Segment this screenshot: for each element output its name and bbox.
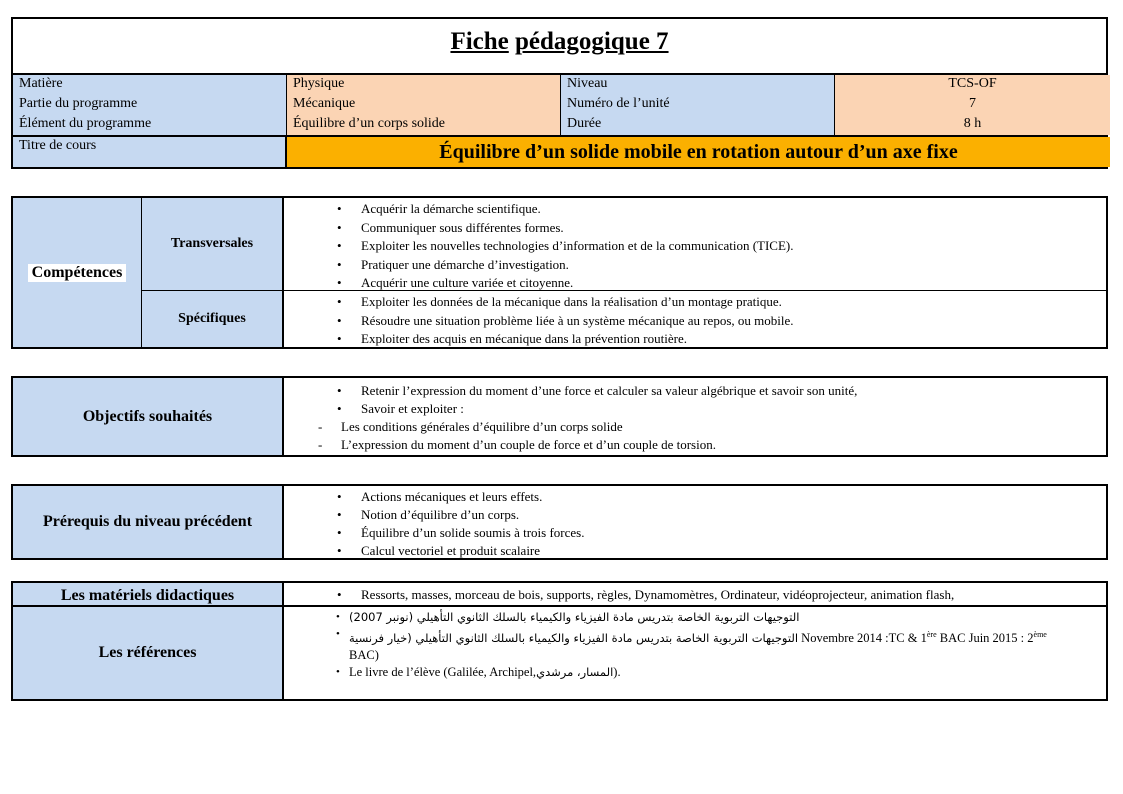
list-item: • Exploiter des acquis en mécanique dans la prévention routière. bbox=[284, 330, 1106, 349]
prerequis-section bbox=[11, 484, 1108, 560]
value-element: Équilibre d’un corps solide bbox=[287, 115, 561, 135]
info-row-element bbox=[13, 115, 1106, 137]
prerequis-list bbox=[284, 488, 1106, 560]
list-item: • Actions mécaniques et leurs effets. bbox=[284, 488, 1106, 506]
value-duree: 8 h bbox=[835, 115, 1110, 135]
list-item: • Résoudre une situation problème liée à un système mécanique au repos, ou mobile. bbox=[284, 312, 1106, 331]
specifiques-label: Spécifiques bbox=[178, 311, 246, 326]
list-item: • Équilibre d’un solide soumis à trois forces. bbox=[284, 524, 1106, 542]
prerequis-label: Prérequis du niveau précédent bbox=[13, 486, 284, 558]
value-niveau: TCS-OF bbox=[835, 75, 1110, 95]
label-niveau: Niveau bbox=[561, 75, 835, 95]
objectifs-list bbox=[284, 382, 1106, 454]
list-item: • Acquérir la démarche scientifique. bbox=[284, 200, 1106, 219]
reference-3-start: Le livre de l’élève (Galilée, Archipel, bbox=[349, 665, 537, 680]
list-item: • Exploiter les données de la mécanique dans la réalisation d’un montage pratique. bbox=[284, 293, 1106, 312]
list-item: • Notion d’équilibre d’un corps. bbox=[284, 506, 1106, 524]
competences-label-cell bbox=[13, 198, 142, 347]
value-matiere: Physique bbox=[287, 75, 561, 95]
objectifs-section bbox=[11, 376, 1108, 457]
reference-1: التوجيهات التربوية الخاصة بتدريس مادة الفيزياء والكيمياء بالسلك الثانوي التأهيلي (نونبر 2007) bbox=[349, 610, 800, 624]
header-table bbox=[11, 17, 1108, 169]
reference-3-end: ). bbox=[613, 665, 621, 680]
materiels-references-section bbox=[11, 581, 1108, 701]
reference-2-mid: BAC Juin 2015 : 2 bbox=[936, 631, 1034, 646]
materiels-label: Les matériels didactiques bbox=[13, 583, 284, 607]
label-element: Élément du programme bbox=[13, 115, 287, 135]
reference-2-ar: التوجيهات التربوية الخاصة بتدريس مادة الفيزياء والكيمياء بالسلك الثانوي التأهيلي (خيار فرنسية bbox=[349, 631, 799, 646]
reference-item bbox=[284, 609, 1106, 626]
value-partie: Mécanique bbox=[287, 95, 561, 115]
competences-right bbox=[284, 198, 1106, 347]
title-part2: pédagogique 7 bbox=[515, 28, 669, 55]
objectifs-right bbox=[284, 378, 1106, 455]
value-unite: 7 bbox=[835, 95, 1110, 115]
list-item: • Savoir et exploiter : bbox=[284, 400, 1106, 418]
references-right bbox=[284, 609, 1106, 681]
list-item: • Pratiquer une démarche d’investigation. bbox=[284, 256, 1106, 275]
page-title bbox=[13, 19, 1106, 75]
transversales-list bbox=[284, 200, 1106, 293]
reference-2-sup1: ère bbox=[926, 630, 937, 639]
prerequis-right bbox=[284, 486, 1106, 558]
title-part1: Fiche bbox=[450, 28, 509, 55]
reference-item bbox=[284, 647, 1106, 664]
reference-2-end: BAC) bbox=[349, 648, 379, 663]
reference-item bbox=[284, 664, 1106, 681]
references-label: Les références bbox=[13, 607, 284, 699]
label-matiere: Matière bbox=[13, 75, 287, 95]
list-item: • Exploiter les nouvelles technologies d’information et de la communication (TICE). bbox=[284, 237, 1106, 256]
info-row-matiere bbox=[13, 75, 1106, 96]
list-item: • Calcul vectoriel et produit scalaire bbox=[284, 542, 1106, 560]
info-row-titre bbox=[13, 137, 1106, 167]
competences-label: Compétences bbox=[28, 264, 127, 282]
reference-item bbox=[284, 626, 1106, 647]
objectifs-label: Objectifs souhaités bbox=[13, 378, 284, 455]
info-row-partie bbox=[13, 95, 1106, 116]
label-partie: Partie du programme bbox=[13, 95, 287, 115]
reference-2-fr: Novembre 2014 :TC & 1 bbox=[801, 631, 927, 646]
label-duree: Durée bbox=[561, 115, 835, 135]
specifiques-list bbox=[284, 293, 1106, 349]
list-item: - Les conditions générales d’équilibre d’un corps solide bbox=[284, 418, 1106, 436]
list-item: • Retenir l’expression du moment d’une force et calculer sa valeur algébrique et savoir son unité, bbox=[284, 382, 1106, 400]
list-item: • Communiquer sous différentes formes. bbox=[284, 219, 1106, 238]
materiels-right bbox=[284, 583, 1106, 607]
competences-left bbox=[13, 198, 284, 347]
transversales-label: Transversales bbox=[142, 198, 282, 291]
list-item: - L’expression du moment d’un couple de force et d’un couple de torsion. bbox=[284, 436, 1106, 454]
competences-section bbox=[11, 196, 1108, 349]
references-list bbox=[284, 609, 1106, 681]
label-unite: Numéro de l’unité bbox=[561, 95, 835, 115]
list-item: • Acquérir une culture variée et citoyenne. bbox=[284, 274, 1106, 293]
list-item: • Ressorts, masses, morceau de bois, supports, règles, Dynamomètres, Ordinateur, vidéoprojecteur, animation flash, bbox=[284, 583, 1106, 607]
reference-2-sup2: ème bbox=[1033, 630, 1047, 639]
reference-3-ar: المسار، مرشدي bbox=[536, 665, 614, 680]
course-title: Équilibre d’un solide mobile en rotation autour d’un axe fixe bbox=[287, 137, 1110, 167]
label-titre-cours: Titre de cours bbox=[13, 137, 287, 167]
